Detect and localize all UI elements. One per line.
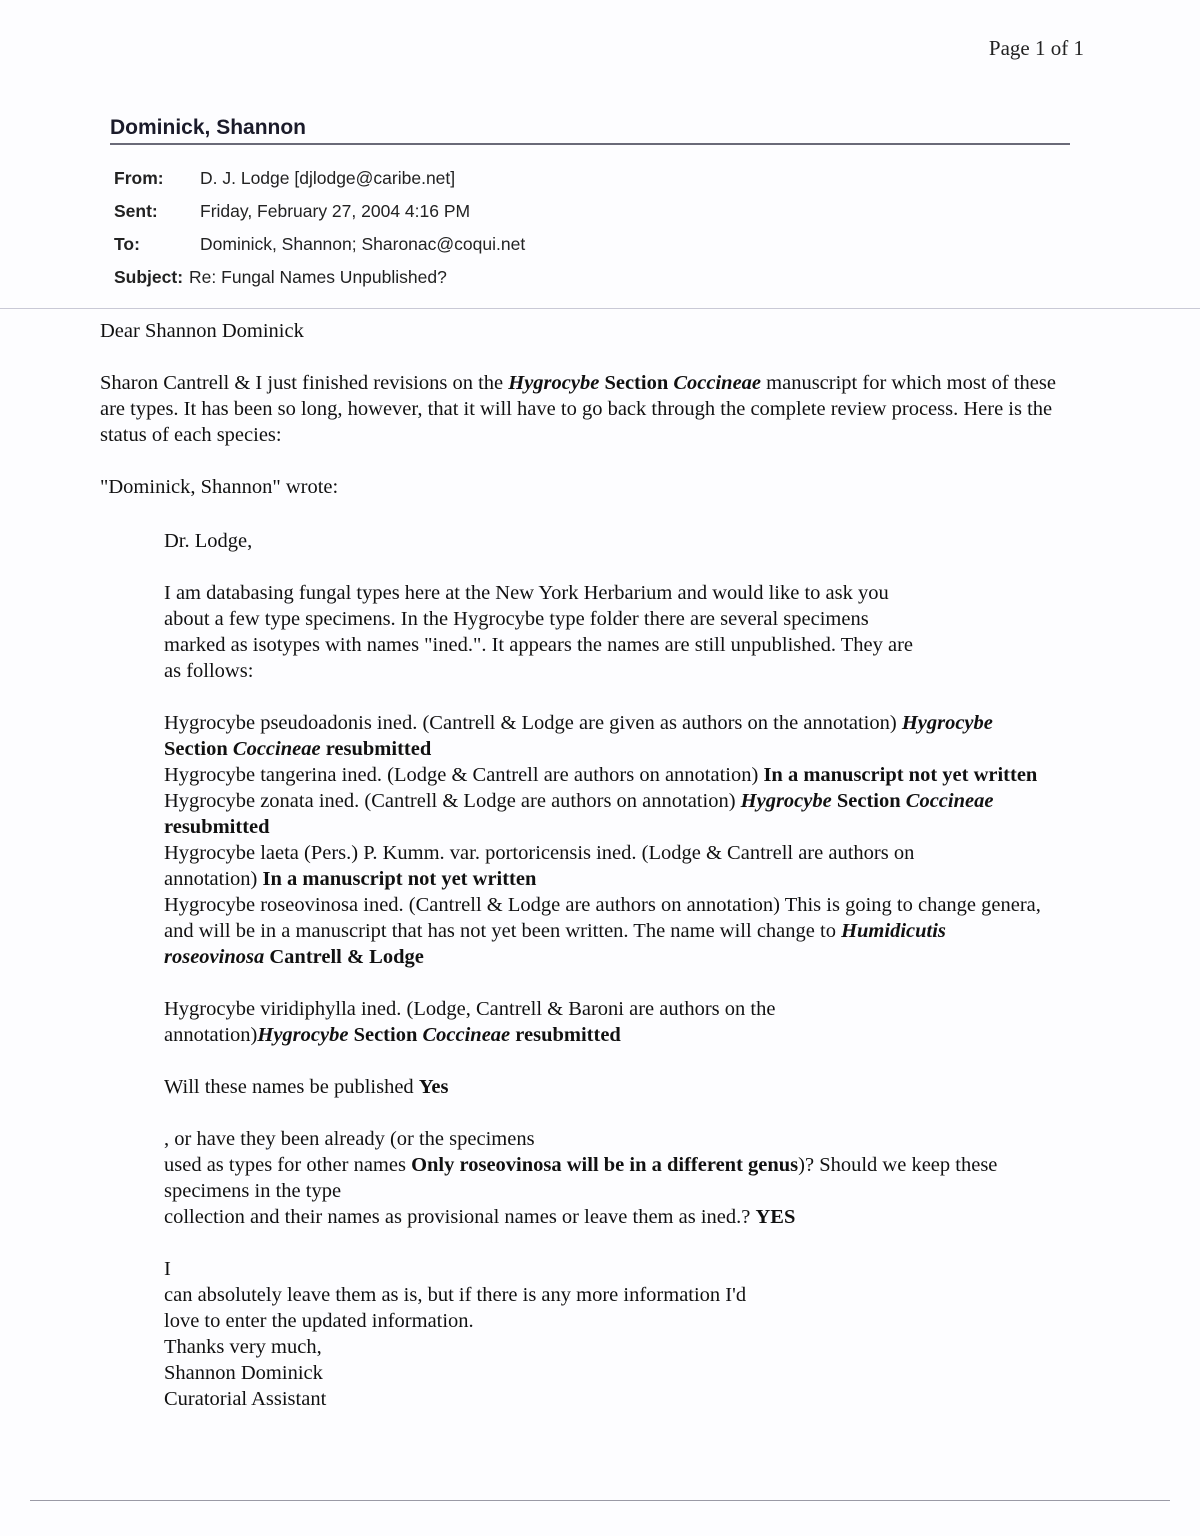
sent-value: Friday, February 27, 2004 4:16 PM — [200, 201, 471, 221]
page-number: Page 1 of 1 — [988, 36, 1084, 60]
signature-name: Shannon Dominick — [164, 1362, 323, 1384]
email-body — [100, 318, 1080, 1412]
new-name-authors: Cantrell & Lodge — [264, 946, 424, 968]
intro-section: Section — [599, 372, 674, 394]
question-text: used as types for other names — [164, 1154, 412, 1176]
question-types — [164, 1152, 1044, 1204]
species-laeta — [164, 840, 924, 892]
species-text: Hygrocybe pseudoadonis ined. (Cantrell & Lodge are given as authors on the annotation) — [164, 712, 902, 734]
status-genus: Hygrocybe — [740, 790, 832, 812]
sent-row — [114, 201, 525, 234]
signature-title: Curatorial Assistant — [164, 1388, 327, 1410]
intro-text: Sharon Cantrell & I just finished revisions on the — [100, 372, 509, 394]
subject-row — [114, 267, 525, 300]
species-roseovinosa — [164, 892, 1044, 970]
page-bottom-edge — [30, 1500, 1170, 1501]
status-coccineae: Coccineae — [905, 790, 994, 812]
from-label: From: — [114, 168, 164, 188]
to-label: To: — [114, 234, 140, 254]
question-ined — [164, 1204, 1044, 1230]
answer-text: Only roseovinosa will be in a different genus — [411, 1154, 799, 1176]
status-coccineae: Coccineae — [232, 738, 321, 760]
quote-attribution: "Dominick, Shannon" wrote: — [100, 476, 339, 498]
from-row — [114, 168, 525, 201]
species-pseudoadonis — [164, 710, 1044, 762]
closing-line-2: love to enter the updated information. — [164, 1310, 474, 1332]
question-text: Will these names be published — [164, 1076, 419, 1098]
species-zonata — [164, 788, 1044, 840]
status-genus: Hygrocybe — [257, 1024, 349, 1046]
answer-text: YES — [755, 1206, 796, 1228]
species-tangerina — [164, 762, 1044, 788]
intro-genus: Hygrocybe — [508, 372, 600, 394]
from-value: D. J. Lodge [djlodge@caribe.net] — [200, 168, 456, 188]
subject-value: Re: Fungal Names Unpublished? — [189, 267, 447, 287]
status-section: Section — [831, 790, 906, 812]
paper-fold-line — [0, 308, 1200, 309]
species-text: Hygrocybe roseovinosa ined. (Cantrell & Lodge are authors on annotation) This is going to change genera, and will be in a manuscript that has not yet been written. The name will change to — [164, 894, 1041, 942]
status-coccineae: Coccineae — [422, 1024, 511, 1046]
intro-text-2: manuscript for which most of these are types. It has been so long, however, that it will have to go back through the complete review process. Here is the status of each species: — [100, 372, 1056, 446]
closing-line-1: can absolutely leave them as is, but if there is any more information I'd — [164, 1284, 747, 1306]
status-text: resubmitted — [510, 1024, 621, 1046]
sent-label: Sent: — [114, 201, 158, 221]
status-text: resubmitted — [164, 816, 270, 838]
to-value: Dominick, Shannon; Sharonac@coqui.net — [200, 234, 526, 254]
reply-intro — [100, 370, 1080, 448]
question-text: )? Should we keep these specimens in the type — [164, 1154, 998, 1202]
status-text: resubmitted — [320, 738, 432, 760]
mailbox-owner-name: Dominick, Shannon — [110, 116, 307, 139]
thanks-line: Thanks very much, — [164, 1336, 322, 1358]
closing-i: I — [164, 1258, 171, 1280]
new-name: Humidicutis roseovinosa — [164, 920, 946, 968]
status-text: In a manuscript not yet written — [262, 868, 537, 890]
species-viridiphylla — [164, 996, 924, 1048]
status-section: Section — [164, 738, 233, 760]
subject-label: Subject: — [114, 267, 184, 287]
species-text: Hygrocybe viridiphylla ined. (Lodge, Cantrell & Baroni are authors on the annotation) — [164, 998, 776, 1046]
status-genus: Hygrocybe — [901, 712, 993, 734]
species-text: Hygrocybe laeta (Pers.) P. Kumm. var. portoricensis ined. (Lodge & Cantrell are authors on annotation) — [164, 842, 915, 890]
status-text: In a manuscript not yet written — [763, 764, 1038, 786]
question-published — [164, 1074, 1044, 1100]
quoted-greeting: Dr. Lodge, — [164, 530, 253, 552]
answer-text: Yes — [418, 1076, 449, 1098]
to-row — [114, 234, 525, 267]
reply-salutation: Dear Shannon Dominick — [100, 320, 304, 342]
question-text: collection and their names as provisional names or leave them as ined.? — [164, 1206, 756, 1228]
quoted-paragraph-1: I am databasing fungal types here at the New York Herbarium and would like to ask you about a few type specimens. In the Hygrocybe type folder there are several specimens marked as isotypes with names "ined.". It appears the names are still unpublished. They are as follows: — [164, 582, 914, 682]
email-headers — [114, 168, 525, 300]
header-divider — [110, 143, 1070, 145]
question-already: , or have they been already (or the specimens — [164, 1128, 535, 1150]
intro-coccineae: Coccineae — [673, 372, 762, 394]
species-text: Hygrocybe tangerina ined. (Lodge & Cantrell are authors on annotation) — [164, 764, 764, 786]
species-text: Hygrocybe zonata ined. (Cantrell & Lodge are authors on annotation) — [164, 790, 741, 812]
status-section: Section — [348, 1024, 423, 1046]
quoted-message — [164, 528, 1044, 1412]
